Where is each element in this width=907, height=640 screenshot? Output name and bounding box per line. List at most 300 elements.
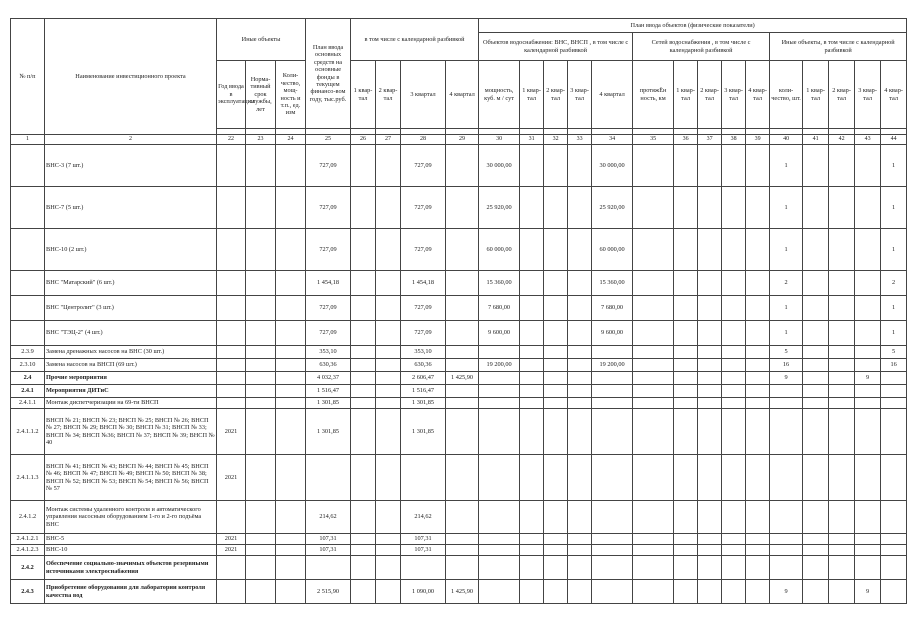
other-q4-cell: [881, 455, 907, 501]
commission-year-cell: 2021: [217, 545, 246, 556]
other-q1-cell: [803, 145, 829, 187]
net-length-cell: [633, 545, 674, 556]
other-q2-cell: [829, 359, 855, 372]
other-q1-cell: [803, 187, 829, 229]
other-qty-cell: 1: [770, 145, 803, 187]
water-q1-cell: [520, 296, 544, 321]
water-q2-cell: [544, 455, 568, 501]
project-name-cell: ВНСП № 21; ВНСП № 23; ВНСП № 25; ВНСП № 26; ВНСП № 27; ВНСП № 29; ВНСП № 30; ВНСП № 31; ВНСП № 33; ВНСП № 34; ВНСП №36; ВНСП № 37; ВНСП № 39; ВНСП № 40: [45, 409, 217, 455]
other-q2-cell: [829, 271, 855, 296]
plan-q4-cell: [446, 271, 479, 296]
other-q4-cell: 1: [881, 296, 907, 321]
net-q4-cell: [746, 580, 770, 604]
commission-year-cell: [217, 385, 246, 398]
water-q3-cell: [568, 534, 592, 545]
column-number: 26: [351, 135, 376, 145]
row-number-cell: 2.3.9: [11, 346, 45, 359]
other-q4-cell: [881, 398, 907, 409]
quantity-cell: [276, 455, 306, 501]
header-q3: 3 квартал: [401, 61, 446, 129]
net-length-cell: [633, 580, 674, 604]
column-number: 33: [568, 135, 592, 145]
net-length-cell: [633, 346, 674, 359]
column-number: 32: [544, 135, 568, 145]
other-q3-cell: [855, 545, 881, 556]
service-life-cell: [246, 545, 276, 556]
water-q2-cell: [544, 372, 568, 385]
project-name-cell: Монтаж системы удаленного контроля и автоматического управления насосным оборудованием 1-го и 2-го подъёма ВНС: [45, 501, 217, 534]
net-q1-cell: [674, 409, 698, 455]
table-row: [11, 296, 907, 321]
column-number-row: [11, 135, 907, 145]
quantity-cell: [276, 359, 306, 372]
service-life-cell: [246, 296, 276, 321]
header-net-q2: 2 квар-тал: [698, 61, 722, 129]
net-q4-cell: [746, 385, 770, 398]
other-q1-cell: [803, 556, 829, 580]
water-q3-cell: [568, 556, 592, 580]
plan-q3-cell: 353,10: [401, 346, 446, 359]
row-number-cell: 2.3.10: [11, 359, 45, 372]
project-name-cell: ВНС-7 (5 шт.): [45, 187, 217, 229]
plan-total-cell: 727,09: [306, 229, 351, 271]
other-qty-cell: [770, 534, 803, 545]
water-q1-cell: [520, 455, 544, 501]
net-q4-cell: [746, 455, 770, 501]
water-q3-cell: [568, 580, 592, 604]
other-q2-cell: [829, 545, 855, 556]
commission-year-cell: [217, 359, 246, 372]
plan-q4-cell: [446, 545, 479, 556]
water-q1-cell: [520, 501, 544, 534]
plan-q1-cell: [351, 346, 376, 359]
other-qty-cell: [770, 501, 803, 534]
row-number-cell: [11, 229, 45, 271]
net-q1-cell: [674, 372, 698, 385]
water-q3-cell: [568, 346, 592, 359]
other-q1-cell: [803, 271, 829, 296]
plan-q1-cell: [351, 501, 376, 534]
other-q4-cell: 1: [881, 187, 907, 229]
plan-q1-cell: [351, 556, 376, 580]
net-length-cell: [633, 556, 674, 580]
commission-year-cell: [217, 296, 246, 321]
water-power-cell: 7 680,00: [479, 296, 520, 321]
header-networks: Сетей водоснабжения , в том числе с календарной разбивкой: [633, 33, 770, 61]
quantity-cell: [276, 545, 306, 556]
plan-q3-cell: 1 301,85: [401, 398, 446, 409]
plan-q4-cell: [446, 398, 479, 409]
header-no: № п/п: [11, 19, 45, 135]
water-q3-cell: [568, 409, 592, 455]
net-length-cell: [633, 271, 674, 296]
net-q1-cell: [674, 271, 698, 296]
water-q2-cell: [544, 321, 568, 346]
header-net-q1: 1 квар-тал: [674, 61, 698, 129]
net-q1-cell: [674, 398, 698, 409]
plan-q1-cell: [351, 271, 376, 296]
header-water-q4: 4 квартал: [592, 61, 633, 129]
net-length-cell: [633, 398, 674, 409]
plan-total-cell: 727,09: [306, 145, 351, 187]
net-length-cell: [633, 385, 674, 398]
quantity-cell: [276, 229, 306, 271]
net-q2-cell: [698, 346, 722, 359]
quantity-cell: [276, 187, 306, 229]
plan-q3-cell: 727,09: [401, 296, 446, 321]
quantity-cell: [276, 385, 306, 398]
net-length-cell: [633, 359, 674, 372]
plan-total-cell: 1 301,85: [306, 398, 351, 409]
net-q3-cell: [722, 229, 746, 271]
table-row: [11, 271, 907, 296]
water-q3-cell: [568, 372, 592, 385]
table-body: [11, 19, 907, 604]
other-q3-cell: [855, 187, 881, 229]
table-row: [11, 229, 907, 271]
net-q1-cell: [674, 534, 698, 545]
plan-q3-cell: [401, 455, 446, 501]
water-q4-cell: 7 680,00: [592, 296, 633, 321]
other-q3-cell: 9: [855, 580, 881, 604]
net-q1-cell: [674, 501, 698, 534]
project-name-cell: ВНС-3 (7 шт.): [45, 145, 217, 187]
other-q4-cell: [881, 545, 907, 556]
plan-q2-cell: [376, 501, 401, 534]
column-number: 28: [401, 135, 446, 145]
quantity-cell: [276, 372, 306, 385]
other-qty-cell: 9: [770, 580, 803, 604]
net-q3-cell: [722, 409, 746, 455]
net-q1-cell: [674, 556, 698, 580]
plan-total-cell: 1 516,47: [306, 385, 351, 398]
other-qty-cell: [770, 556, 803, 580]
water-power-cell: [479, 580, 520, 604]
project-name-cell: ВНС-10: [45, 545, 217, 556]
water-q3-cell: [568, 545, 592, 556]
other-q3-cell: [855, 145, 881, 187]
quantity-cell: [276, 580, 306, 604]
commission-year-cell: [217, 501, 246, 534]
row-number-cell: 2.4.1.2.3: [11, 545, 45, 556]
water-q4-cell: 30 000,00: [592, 145, 633, 187]
plan-total-cell: 727,09: [306, 296, 351, 321]
water-q1-cell: [520, 409, 544, 455]
net-q3-cell: [722, 545, 746, 556]
other-q4-cell: [881, 372, 907, 385]
project-name-cell: ВНСП № 41; ВНСП № 43; ВНСП № 44; ВНСП № 45; ВНСП № 46; ВНСП № 47; ВНСП № 49; ВНСП № 50; ВНСП № 38; ВНСП № 52; ВНСП № 53; ВНСП № 54; ВНСП № 56; ВНСП № 57: [45, 455, 217, 501]
other-qty-cell: 2: [770, 271, 803, 296]
row-number-cell: 2.4.1.2.1: [11, 534, 45, 545]
other-q1-cell: [803, 372, 829, 385]
water-q2-cell: [544, 187, 568, 229]
header-other-q3: 3 квар-тал: [855, 61, 881, 129]
service-life-cell: [246, 385, 276, 398]
column-number: 35: [633, 135, 674, 145]
plan-q4-cell: [446, 501, 479, 534]
other-q2-cell: [829, 580, 855, 604]
other-q1-cell: [803, 534, 829, 545]
service-life-cell: [246, 580, 276, 604]
service-life-cell: [246, 321, 276, 346]
water-q4-cell: 25 920,00: [592, 187, 633, 229]
column-number: 36: [674, 135, 698, 145]
column-number: 1: [11, 135, 45, 145]
quantity-cell: [276, 296, 306, 321]
plan-total-cell: 727,09: [306, 187, 351, 229]
service-life-cell: [246, 556, 276, 580]
plan-q2-cell: [376, 321, 401, 346]
water-q2-cell: [544, 296, 568, 321]
water-q4-cell: [592, 346, 633, 359]
project-name-cell: Мероприятия ДИТиС: [45, 385, 217, 398]
plan-q4-cell: [446, 145, 479, 187]
plan-q4-cell: [446, 556, 479, 580]
net-q2-cell: [698, 229, 722, 271]
water-power-cell: [479, 385, 520, 398]
table-row: [11, 398, 907, 409]
other-q4-cell: [881, 409, 907, 455]
net-q3-cell: [722, 346, 746, 359]
other-q3-cell: [855, 501, 881, 534]
other-q3-cell: [855, 296, 881, 321]
net-q1-cell: [674, 545, 698, 556]
water-q1-cell: [520, 187, 544, 229]
header-plan-value: План ввода основных средств на основные фонды в текущем финансо-вом году, тыс.руб.: [306, 19, 351, 129]
plan-q3-cell: 1 301,85: [401, 409, 446, 455]
project-name-cell: Замена насосов на ВНСП (69 шт.): [45, 359, 217, 372]
net-q2-cell: [698, 321, 722, 346]
other-q2-cell: [829, 372, 855, 385]
water-q2-cell: [544, 229, 568, 271]
water-q2-cell: [544, 534, 568, 545]
row-number-cell: [11, 187, 45, 229]
other-q1-cell: [803, 580, 829, 604]
plan-q3-cell: 1 454,18: [401, 271, 446, 296]
net-q2-cell: [698, 545, 722, 556]
commission-year-cell: [217, 145, 246, 187]
commission-year-cell: [217, 229, 246, 271]
header-water-q3: 3 квар-тал: [568, 61, 592, 129]
quantity-cell: [276, 145, 306, 187]
water-q4-cell: 15 360,00: [592, 271, 633, 296]
project-name-cell: ВНС-5: [45, 534, 217, 545]
water-q4-cell: [592, 455, 633, 501]
water-q3-cell: [568, 296, 592, 321]
commission-year-cell: 2021: [217, 534, 246, 545]
net-length-cell: [633, 187, 674, 229]
commission-year-cell: [217, 372, 246, 385]
plan-q2-cell: [376, 296, 401, 321]
net-q4-cell: [746, 545, 770, 556]
water-power-cell: 9 600,00: [479, 321, 520, 346]
plan-q1-cell: [351, 145, 376, 187]
other-q3-cell: [855, 346, 881, 359]
net-q2-cell: [698, 359, 722, 372]
header-net-length: протяжЁн ность, км: [633, 61, 674, 129]
net-q2-cell: [698, 398, 722, 409]
water-q1-cell: [520, 145, 544, 187]
net-q4-cell: [746, 398, 770, 409]
water-q3-cell: [568, 229, 592, 271]
header-net-q3: 3 квар-тал: [722, 61, 746, 129]
table-row: [11, 580, 907, 604]
net-q4-cell: [746, 534, 770, 545]
net-length-cell: [633, 229, 674, 271]
water-q4-cell: 19 200,00: [592, 359, 633, 372]
other-q2-cell: [829, 501, 855, 534]
commission-year-cell: 2021: [217, 409, 246, 455]
plan-q2-cell: [376, 534, 401, 545]
row-number-cell: [11, 321, 45, 346]
other-q2-cell: [829, 346, 855, 359]
other-q2-cell: [829, 321, 855, 346]
other-q4-cell: 1: [881, 321, 907, 346]
plan-q4-cell: [446, 321, 479, 346]
net-q4-cell: [746, 359, 770, 372]
service-life-cell: [246, 501, 276, 534]
header-name: Наименование инвестиционного проекта: [45, 19, 217, 135]
plan-q3-cell: 630,36: [401, 359, 446, 372]
water-q4-cell: [592, 580, 633, 604]
water-q1-cell: [520, 321, 544, 346]
net-length-cell: [633, 321, 674, 346]
plan-q4-cell: 1 425,90: [446, 580, 479, 604]
other-q3-cell: [855, 556, 881, 580]
plan-total-cell: 1 301,85: [306, 409, 351, 455]
quantity-cell: [276, 321, 306, 346]
header-quantity: Коли-чество, мощ-ность и т.п., ед. изм: [276, 61, 306, 129]
net-q2-cell: [698, 455, 722, 501]
other-q3-cell: [855, 534, 881, 545]
net-q1-cell: [674, 296, 698, 321]
other-q2-cell: [829, 534, 855, 545]
column-number: 42: [829, 135, 855, 145]
other-q4-cell: 16: [881, 359, 907, 372]
net-q3-cell: [722, 501, 746, 534]
other-q4-cell: [881, 580, 907, 604]
other-q2-cell: [829, 229, 855, 271]
other-q1-cell: [803, 545, 829, 556]
other-q3-cell: [855, 229, 881, 271]
row-number-cell: 2.4.1: [11, 385, 45, 398]
plan-q1-cell: [351, 372, 376, 385]
plan-q3-cell: 1 090,00: [401, 580, 446, 604]
row-number-cell: 2.4.1.2: [11, 501, 45, 534]
column-number: 38: [722, 135, 746, 145]
row-number-cell: 2.4.1.1: [11, 398, 45, 409]
quantity-cell: [276, 271, 306, 296]
net-q1-cell: [674, 346, 698, 359]
net-q3-cell: [722, 534, 746, 545]
column-number: 24: [276, 135, 306, 145]
other-q4-cell: [881, 556, 907, 580]
other-q2-cell: [829, 398, 855, 409]
commission-year-cell: [217, 187, 246, 229]
header-water-power: мощность, куб. м / сут: [479, 61, 520, 129]
water-q3-cell: [568, 321, 592, 346]
net-q3-cell: [722, 187, 746, 229]
water-q4-cell: 9 600,00: [592, 321, 633, 346]
table-row: [11, 545, 907, 556]
water-q3-cell: [568, 398, 592, 409]
plan-total-cell: 107,31: [306, 534, 351, 545]
plan-q1-cell: [351, 409, 376, 455]
water-power-cell: 30 000,00: [479, 145, 520, 187]
water-q1-cell: [520, 398, 544, 409]
net-q2-cell: [698, 409, 722, 455]
service-life-cell: [246, 398, 276, 409]
table-row: [11, 534, 907, 545]
plan-total-cell: 727,09: [306, 321, 351, 346]
row-number-cell: 2.4.1.1.2: [11, 409, 45, 455]
table-row: [11, 455, 907, 501]
water-q4-cell: [592, 372, 633, 385]
water-q4-cell: [592, 534, 633, 545]
net-length-cell: [633, 534, 674, 545]
net-q1-cell: [674, 229, 698, 271]
other-q1-cell: [803, 321, 829, 346]
net-q3-cell: [722, 580, 746, 604]
water-power-cell: [479, 556, 520, 580]
table-row: [11, 385, 907, 398]
other-q4-cell: 5: [881, 346, 907, 359]
project-name-cell: ВНС-10 (2 шт.): [45, 229, 217, 271]
other-q4-cell: [881, 385, 907, 398]
other-qty-cell: [770, 385, 803, 398]
plan-q3-cell: 214,62: [401, 501, 446, 534]
water-q1-cell: [520, 229, 544, 271]
water-q1-cell: [520, 556, 544, 580]
plan-q3-cell: 727,09: [401, 145, 446, 187]
other-qty-cell: [770, 409, 803, 455]
header-other-q1: 1 квар-тал: [803, 61, 829, 129]
other-q3-cell: [855, 359, 881, 372]
header-other-q2: 2 квар-тал: [829, 61, 855, 129]
water-q4-cell: 60 000,00: [592, 229, 633, 271]
plan-q3-cell: 107,31: [401, 534, 446, 545]
net-q4-cell: [746, 409, 770, 455]
water-power-cell: 25 920,00: [479, 187, 520, 229]
commission-year-cell: [217, 321, 246, 346]
water-power-cell: 19 200,00: [479, 359, 520, 372]
water-q1-cell: [520, 359, 544, 372]
water-power-cell: [479, 545, 520, 556]
header-water-objects: Объектов водоснабжения: ВНС, ВНСП , в том числе с календарной разбивкой: [479, 33, 633, 61]
net-q4-cell: [746, 321, 770, 346]
other-q3-cell: 9: [855, 372, 881, 385]
plan-q3-cell: [401, 556, 446, 580]
plan-total-cell: 353,10: [306, 346, 351, 359]
quantity-cell: [276, 556, 306, 580]
net-q4-cell: [746, 556, 770, 580]
header-commission-year: Год ввода в эксплуатации: [217, 61, 246, 129]
quantity-cell: [276, 346, 306, 359]
plan-q3-cell: 727,09: [401, 321, 446, 346]
project-name-cell: Обеспечение социально-значимых объектов резервными источниками электроснабжения: [45, 556, 217, 580]
net-q3-cell: [722, 372, 746, 385]
net-length-cell: [633, 372, 674, 385]
plan-q2-cell: [376, 372, 401, 385]
net-q4-cell: [746, 187, 770, 229]
plan-q2-cell: [376, 271, 401, 296]
header-row-1: [11, 19, 907, 33]
header-water-q2: 2 квар-тал: [544, 61, 568, 129]
table-row: [11, 145, 907, 187]
plan-q4-cell: [446, 346, 479, 359]
header-other-qty: коли-чество, шт.: [770, 61, 803, 129]
water-q3-cell: [568, 145, 592, 187]
